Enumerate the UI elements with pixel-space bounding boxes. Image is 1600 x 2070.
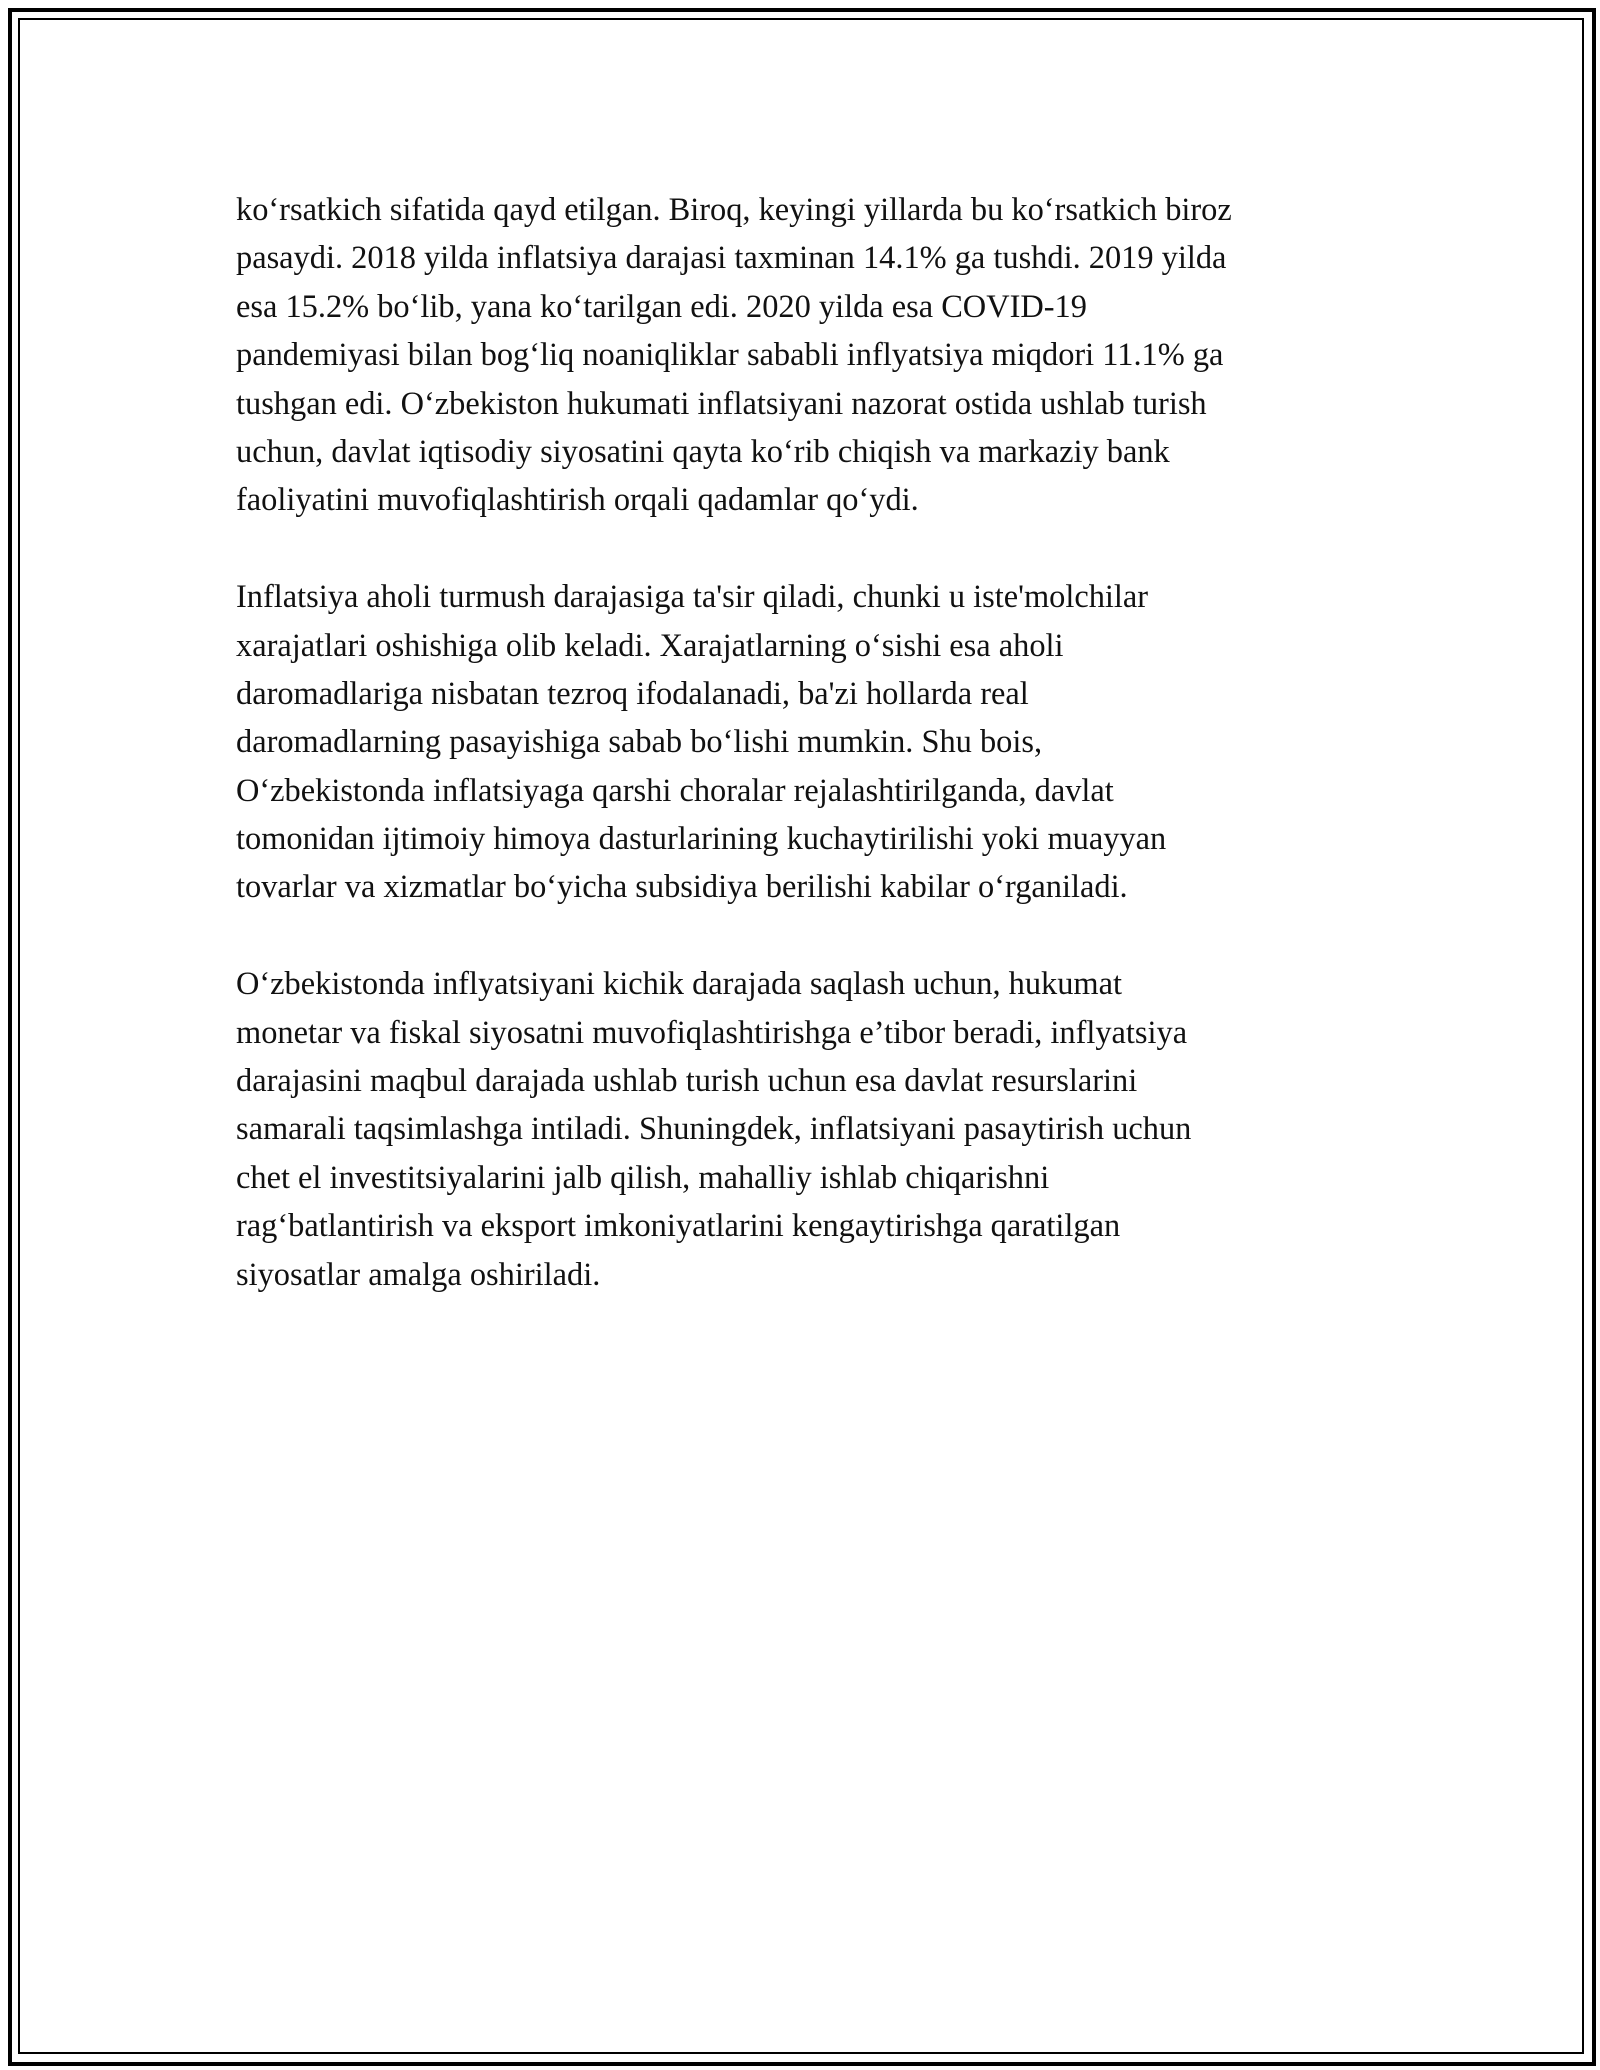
text-line: tushgan edi. O‘zbekiston hukumati inflatsiyani nazorat ostida ushlab turish bbox=[236, 385, 1207, 422]
text-line: O‘zbekistonda inflyatsiyani kichik darajada saqlash uchun, hukumat bbox=[236, 966, 1122, 1003]
text-line: xarajatlari oshishiga olib keladi. Xarajatlarning o‘sishi esa aholi bbox=[236, 627, 1064, 664]
text-line: monetar va fiskal siyosatni muvofiqlashtirishga e’tibor beradi, inflyatsiya bbox=[236, 1014, 1188, 1051]
paragraph-living-standards bbox=[236, 573, 1366, 912]
text-line: tovarlar va xizmatlar bo‘yicha subsidiya berilishi kabilar o‘rganiladi. bbox=[236, 869, 1128, 906]
text-line: daromadlarning pasayishiga sabab bo‘lishi mumkin. Shu bois, bbox=[236, 724, 1043, 761]
text-line: pandemiyasi bilan bog‘liq noaniqliklar sababli inflyatsiya miqdori 11.1% ga bbox=[236, 337, 1224, 374]
text-line: faoliyatini muvofiqlashtirish orqali qadamlar qo‘ydi. bbox=[236, 482, 919, 519]
text-line: rag‘batlantirish va eksport imkoniyatlarini kengaytirishga qaratilgan bbox=[236, 1208, 1121, 1245]
text-line: O‘zbekistonda inflatsiyaga qarshi choralar rejalashtirilganda, davlat bbox=[236, 772, 1114, 809]
text-line: tomonidan ijtimoiy himoya dasturlarining kuchaytirilishi yoki muayyan bbox=[236, 821, 1167, 858]
paragraph-inflation-history bbox=[236, 186, 1366, 525]
text-line: pasaydi. 2018 yilda inflatsiya darajasi taxminan 14.1% ga tushdi. 2019 yilda bbox=[236, 240, 1227, 277]
text-line: esa 15.2% bo‘lib, yana ko‘tarilgan edi. 2020 yilda esa COVID-19 bbox=[236, 288, 1087, 325]
paragraph-policy-measures bbox=[236, 960, 1366, 1299]
text-line: ko‘rsatkich sifatida qayd etilgan. Biroq, keyingi yillarda bu ko‘rsatkich biroz bbox=[236, 192, 1232, 228]
text-line: chet el investitsiyalarini jalb qilish, mahalliy ishlab chiqarishni bbox=[236, 1159, 1050, 1196]
text-line: samarali taqsimlashga intiladi. Shuningdek, inflatsiyani pasaytirish uchun bbox=[236, 1111, 1192, 1148]
text-line: darajasini maqbul darajada ushlab turish uchun esa davlat resurslarini bbox=[236, 1063, 1138, 1100]
document-body bbox=[236, 186, 1366, 1347]
text-line: daromadlariga nisbatan tezroq ifodalanadi, ba'zi hollarda real bbox=[236, 675, 1029, 712]
text-line: uchun, davlat iqtisodiy siyosatini qayta ko‘rib chiqish va markaziy bank bbox=[236, 433, 1170, 470]
text-line: siyosatlar amalga oshiriladi. bbox=[236, 1256, 601, 1293]
text-line: Inflatsiya aholi turmush darajasiga ta'sir qiladi, chunki u iste'molchilar bbox=[236, 579, 1149, 616]
